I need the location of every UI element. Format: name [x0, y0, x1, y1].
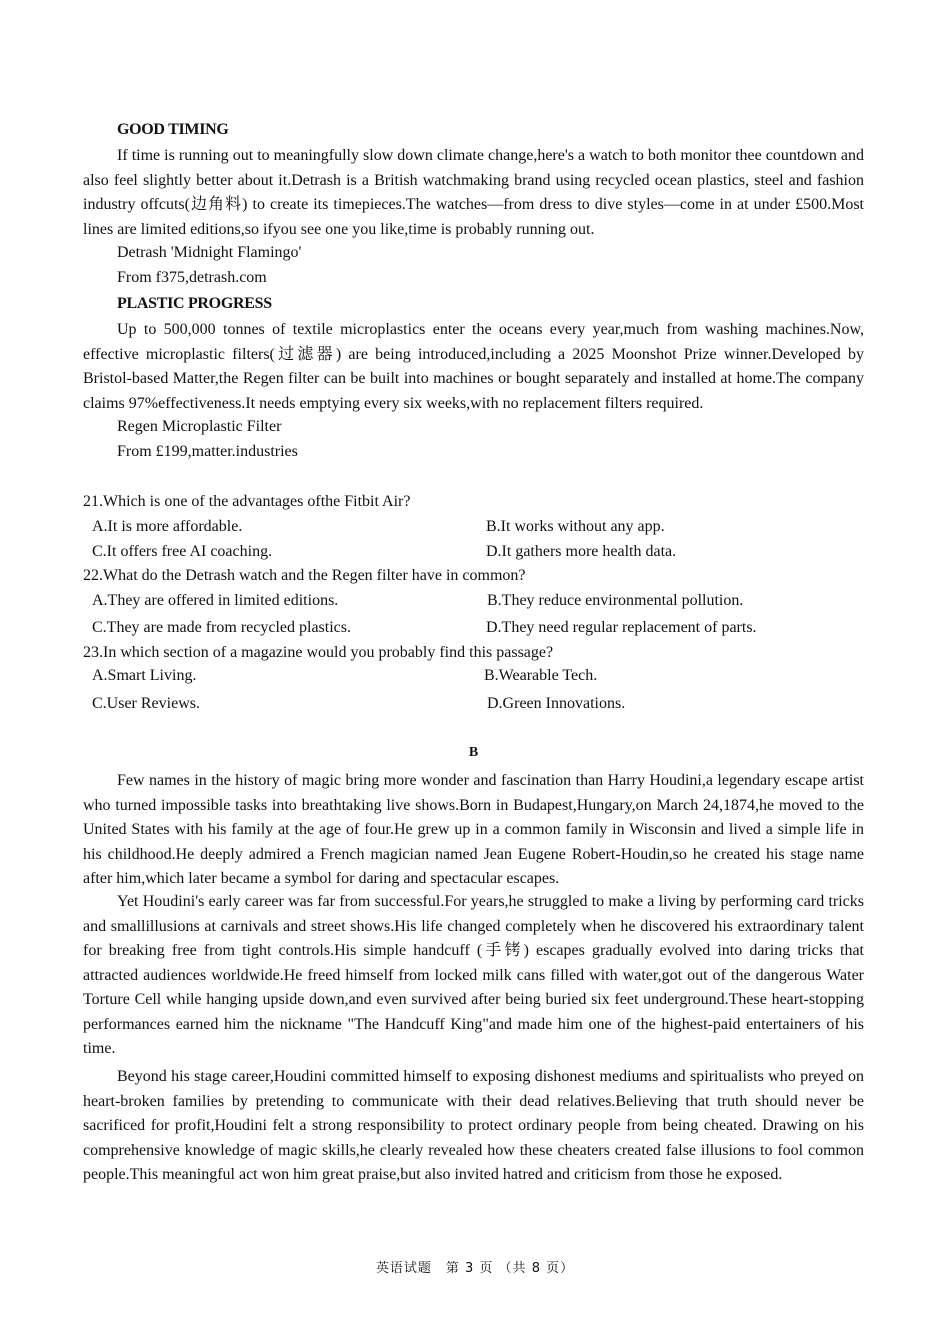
paragraph-houdini-2: Yet Houdini's early career was far from successful.For years,he struggled to make a living by performing card tricks and smallillusions at carnivals and street shows.His life changed completely when he discovered his extraordinary talent for breaking free from tight controls.His simple handcuff (手铐) escapes gradually evolved into daring tricks that attracted audiences worldwide.He freed himself from locked milk cans filled with water,got out of the dangerous Water Torture Cell while hanging upside down,and even survived after being buried six feet underground.These heart-stopping performances earned him the nickname "The Handcuff King"and made him one of the highest-paid entertainers of his time.	[83, 893, 864, 1057]
product-name-detrash: Detrash 'Midnight Flamingo'	[117, 244, 302, 261]
question-21-option-d: D.It gathers more health data.	[486, 543, 677, 560]
question-23-option-a: A.Smart Living.	[92, 667, 197, 684]
question-21-stem: 21.Which is one of the advantages ofthe Fitbit Air?	[83, 493, 411, 510]
product-name-regen: Regen Microplastic Filter	[117, 418, 282, 435]
question-23-stem: 23.In which section of a magazine would you probably find this passage?	[83, 644, 554, 661]
question-22-option-c: C.They are made from recycled plastics.	[92, 619, 351, 636]
paragraph-houdini-1: Few names in the history of magic bring more wonder and fascination than Harry Houdini,a legendary escape artist who turned impossible tasks into breathtaking live shows.Born in Budapest,Hungary,on March 24,1874,he moved to the United States with his family at the age of four.He grew up in a common family in Wisconsin and lived a simple life in his childhood.He deeply admired a French magician named Jean Eugene Robert-Houdin,so he created his stage name after him,which later became a symbol for daring and spectacular escapes.	[83, 772, 864, 887]
section-heading-plastic-progress: PLASTIC PROGRESS	[117, 295, 272, 312]
product-price-regen: From £199,matter.industries	[117, 443, 298, 460]
question-21-option-c: C.It offers free AI coaching.	[92, 543, 273, 560]
question-22-option-a: A.They are offered in limited editions.	[92, 592, 339, 609]
section-b-title: B	[468, 745, 479, 760]
paragraph-houdini-3: Beyond his stage career,Houdini committed himself to exposing dishonest mediums and spiritualists who preyed on heart-broken families by pretending to communicate with their dead relatives.Believing that truth should never be sacrificed for profit,Houdini felt a strong responsibility to protect ordinary people from being cheated. Drawing on his comprehensive knowledge of magic skills,he clearly revealed how these cheaters created false illusions to fool common people.This meaningful act won him great praise,but also invited hatred and criticism from those he exposed.	[83, 1068, 864, 1183]
question-23-option-c: C.User Reviews.	[92, 695, 200, 712]
question-22-option-d: D.They need regular replacement of parts.	[486, 619, 757, 636]
question-23-option-d: D.Green Innovations.	[487, 695, 626, 712]
paragraph-good-timing: If time is running out to meaningfully slow down climate change,here's a watch to both monitor thee countdown and also feel slightly better about it.Detrash is a British watchmaking brand using recycled ocean plastics, steel and fashion industry offcuts(边角料) to create its timepieces.The watches—from dress to dive styles—come in at under £500.Most lines are limited editions,so ifyou see one you like,time is probably running out.	[83, 147, 864, 238]
product-price-detrash: From f375,detrash.com	[117, 269, 267, 286]
question-23-option-b: B.Wearable Tech.	[484, 667, 598, 684]
page-footer: 英语试题 第 3 页 （共 8 页）	[375, 1261, 575, 1276]
question-21-option-a: A.It is more affordable.	[92, 518, 243, 535]
question-21-option-b: B.It works without any app.	[486, 518, 665, 535]
paragraph-plastic-progress: Up to 500,000 tonnes of textile microplastics enter the oceans every year,much from washing machines.Now, effective microplastic filters(过滤器) are being introduced,including a 2025 Moonshot Prize winner.Developed by Bristol-based Matter,the Regen filter can be built into machines or bought separately and installed at home.The company claims 97%effectiveness.It needs emptying every six weeks,with no replacement filters required.	[83, 321, 864, 412]
question-22-stem: 22.What do the Detrash watch and the Regen filter have in common?	[83, 567, 526, 584]
section-heading-good-timing: GOOD TIMING	[117, 121, 229, 138]
question-22-option-b: B.They reduce environmental pollution.	[487, 592, 744, 609]
